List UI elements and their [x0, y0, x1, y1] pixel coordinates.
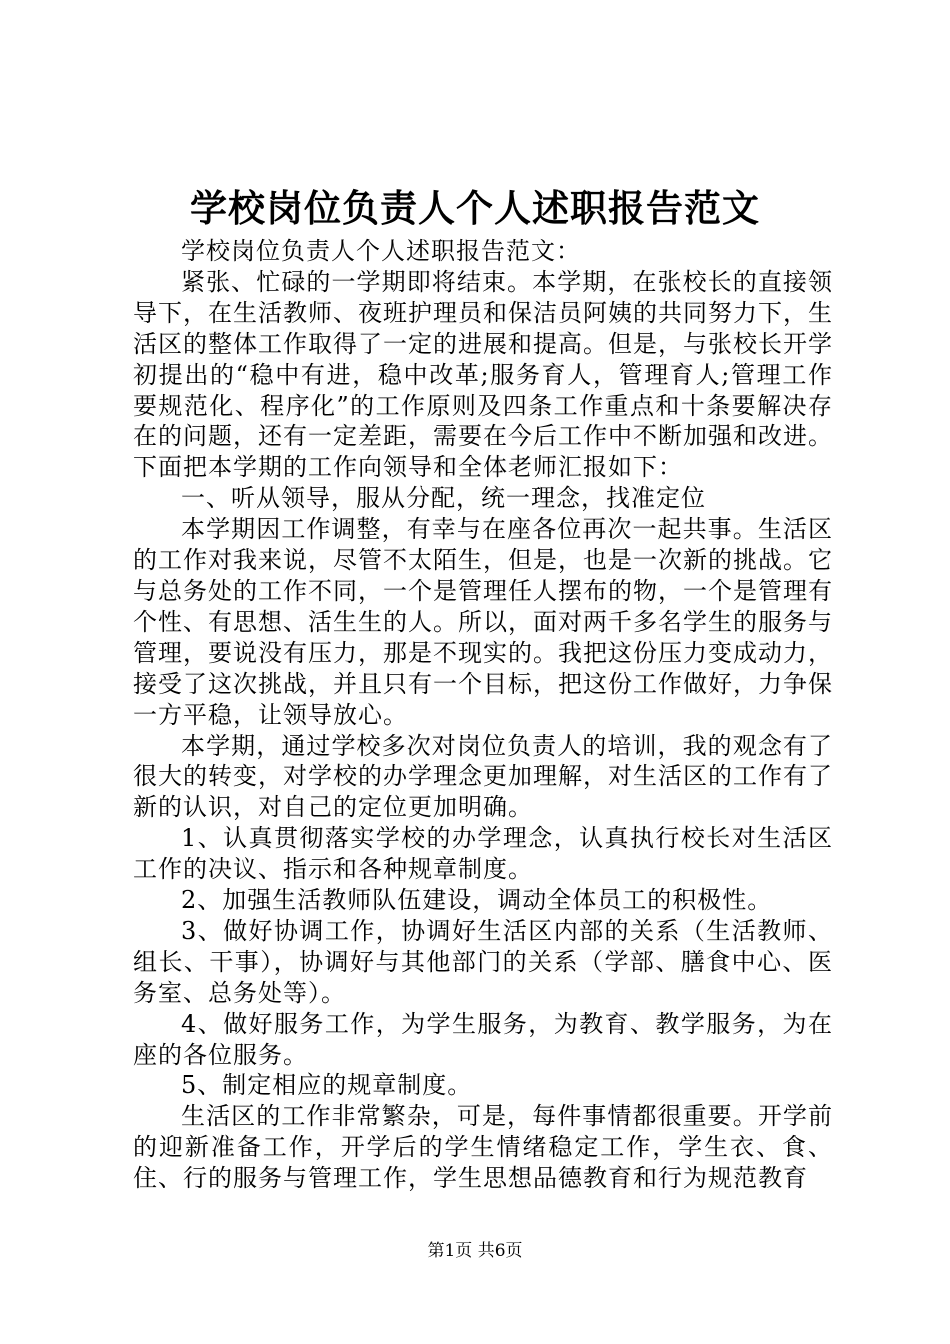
list-item: 4、做好服务工作，为学生服务，为教育、教学服务，为在座的各位服务。 — [133, 1009, 833, 1069]
document-body — [133, 236, 833, 1194]
list-item: 3、做好协调工作，协调好生活区内部的关系（生活教师、组长、干事），协调好与其他部门的关系（学部、膳食中心、医务室、总务处等）。 — [133, 916, 833, 1007]
list-item: 5、制定相应的规章制度。 — [181, 1071, 473, 1100]
page-footer: 第1页 共6页 — [427, 1241, 523, 1261]
paragraph: 生活区的工作非常繁杂，可是，每件事情都很重要。开学前的迎新准备工作，开学后的学生情绪稳定工作，学生衣、食、住、行的服务与管理工作，学生思想品德教育和行为规范教育 — [133, 1102, 833, 1193]
section-heading: 一、听从领导，服从分配，统一理念，找准定位 — [181, 484, 706, 513]
paragraph: 紧张、忙碌的一学期即将结束。本学期，在张校长的直接领导下，在生活教师、夜班护理员和保洁员阿姨的共同努力下，生活区的整体工作取得了一定的进展和提高。但是，与张校长开学初提出的“稳中有进，稳中改革;服务育人，管理育人;管理工作要规范化、程序化”的工作原则及四条工作重点和十条要解决存在的问题，还有一定差距，需要在今后工作中不断加强和改进。下面把本学期的工作向领导和全体老师汇报如下： — [133, 267, 833, 482]
paragraph: 学校岗位负责人个人述职报告范文： — [181, 237, 581, 265]
document-title: 学校岗位负责人个人述职报告范文 — [190, 186, 760, 230]
paragraph: 本学期，通过学校多次对岗位负责人的培训，我的观念有了很大的转变，对学校的办学理念更加理解，对生活区的工作有了新的认识，对自己的定位更加明确。 — [133, 731, 833, 822]
paragraph: 本学期因工作调整，有幸与在座各位再次一起共事。生活区的工作对我来说，尽管不太陌生，但是，也是一次新的挑战。它与总务处的工作不同，一个是管理任人摆布的物，一个是管理有个性、有思想、活生生的人。所以，面对两千多名学生的服务与管理，要说没有压力，那是不现实的。我把这份压力变成动力，接受了这次挑战，并且只有一个目标，把这份工作做好，力争保一方平稳，让领导放心。 — [133, 515, 833, 729]
list-item: 1、认真贯彻落实学校的办学理念，认真执行校长对生活区工作的决议、指示和各种规章制度。 — [133, 824, 833, 884]
list-item: 2、加强生活教师队伍建设，调动全体员工的积极性。 — [181, 886, 773, 915]
